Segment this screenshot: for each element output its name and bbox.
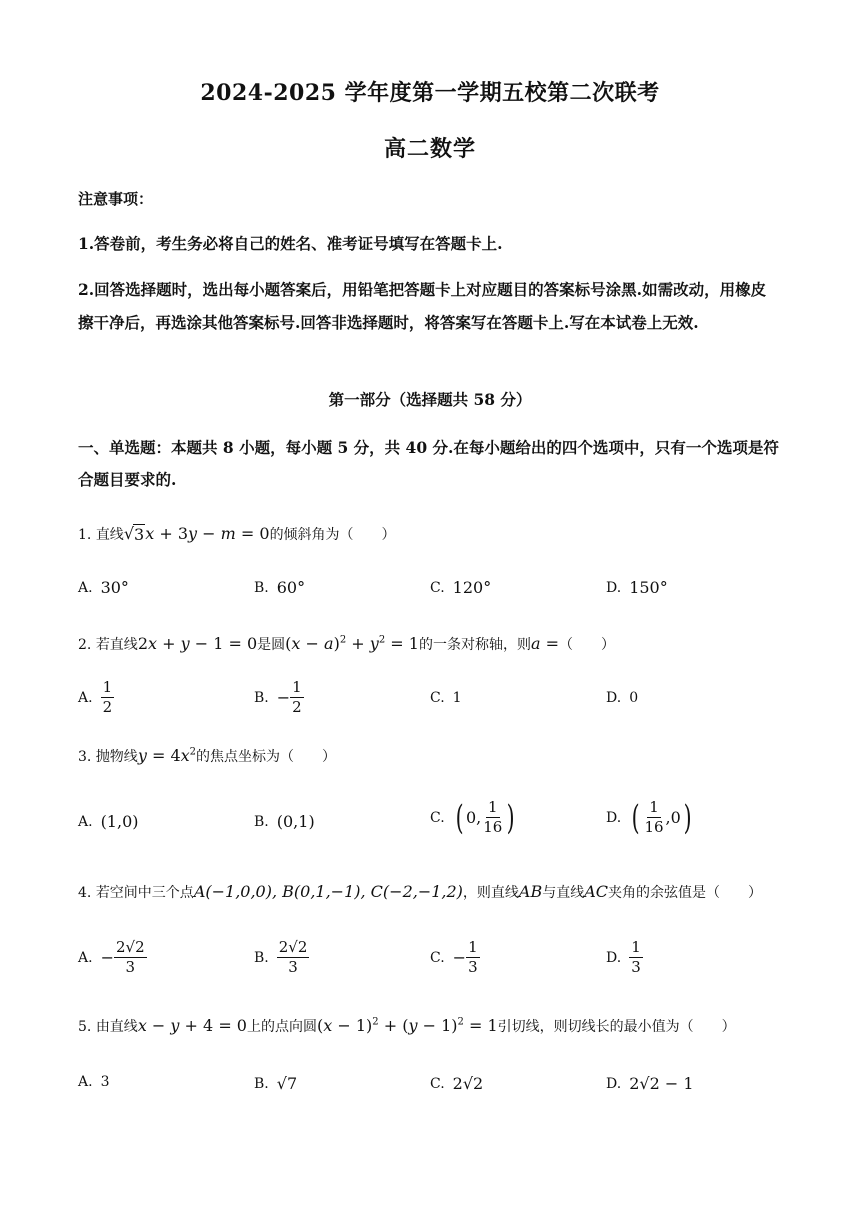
question-3: 3. 抛物线$y = 4x^2$的焦点坐标为（ ） [78, 746, 337, 765]
option-a[interactable]: A. (1,0) [78, 812, 139, 831]
question-4: 4. 若空间中三个点A(−1,0,0), B(0,1,−1), C(−2,−1,2)，则直线AB与直线AC夹角的余弦值是（ ） [78, 882, 763, 901]
fraction: $\frac{1}{2}$ [102, 678, 113, 716]
exam-subject: 高二数学 [383, 136, 476, 162]
option-a[interactable]: A. 3 [78, 1074, 110, 1090]
option-c[interactable]: C. 2√2 [430, 1074, 484, 1093]
part-one-title: 第一部分（选择题共 58 分） [328, 390, 532, 409]
option-d[interactable]: D. 0 [606, 690, 639, 706]
fraction: $\frac{1}{2}$ [292, 678, 302, 716]
question-number: 4. [78, 885, 92, 901]
question-text: 直线 [95, 527, 124, 543]
exam-title: 2024-2025 学年度第一学期五校第二次联考 [200, 80, 660, 106]
notes-heading: 注意事项： [78, 190, 154, 208]
question-number: 2. [78, 637, 92, 653]
circle-equation: $(x - 1)^2 + (y - 1)^2 = 1$ [316, 1016, 498, 1035]
option-c[interactable]: C. 120° [430, 578, 492, 597]
question-number: 3. [78, 749, 92, 765]
option-b[interactable]: B. √7 [254, 1074, 298, 1093]
line-equation: 2x + y − 1 = 0 [137, 634, 258, 653]
option-c[interactable]: C. − $\frac{1}{3}$ [430, 938, 478, 976]
option-a[interactable]: A. $\frac{1}{2}$ [78, 678, 113, 716]
note-item-1: 1.答卷前，考生务必将自己的姓名、准考证号填写在答题卡上. [78, 234, 503, 253]
option-b[interactable]: B. − $\frac{1}{2}$ [254, 678, 302, 716]
line-equation: √ 3 x + 3y − m = 0 [123, 524, 270, 544]
fraction: $\frac{1}{16}$ [483, 798, 503, 836]
section-instructions: 一、单选题：本题共 8 小题，每小题 5 分，共 40 分.在每小题给出的四个选项中，只有一个选项是符合题目要求的. [78, 438, 779, 489]
fraction: $\frac{2√2}{3}$ [278, 938, 308, 976]
option-a[interactable]: A. 30° [78, 578, 129, 597]
fraction: $\frac{2√2}{3}$ [115, 938, 145, 976]
option-b[interactable]: B. $\frac{2√2}{3}$ [254, 938, 308, 976]
option-d[interactable]: D. 2√2 − 1 [606, 1074, 694, 1093]
option-a[interactable]: A. − $\frac{2√2}{3}$ [78, 938, 145, 976]
option-d[interactable]: D. 150° [606, 578, 668, 597]
circle-equation: $(x - a)^2 + y^2 = 1$ [285, 634, 419, 653]
option-b[interactable]: B. 60° [254, 578, 306, 597]
option-d[interactable]: D. $\frac{1}{3}$ [606, 938, 641, 976]
question-2: 2. 若直线2x + y − 1 = 0是圆$(x - a)^2 + y^2 = 1$的一条对称轴，则a =（ ） [78, 634, 616, 653]
fraction: $\frac{1}{3}$ [631, 938, 641, 976]
note-item-2: 2.回答选择题时，选出每小题答案后，用铅笔把答题卡上对应题目的答案标号涂黑.如需改动，用橡皮擦干净后，再选涂其他答案标号.回答非选择题时，将答案写在答题卡上.写在本试卷上无效. [78, 280, 767, 332]
option-b[interactable]: B. (0,1) [254, 812, 315, 831]
option-c[interactable]: C. ( 0, $\frac{1}{16}$ ) [430, 797, 515, 838]
variable-a: a = [530, 634, 560, 653]
option-c[interactable]: C. 1 [430, 690, 462, 706]
points-list: A(−1,0,0), B(0,1,−1), C(−2,−1,2) [193, 882, 463, 901]
fraction: $\frac{1}{3}$ [468, 938, 478, 976]
question-text: 的倾斜角为（ ） [269, 527, 396, 543]
question-1 [78, 524, 396, 544]
question-5: 5. 由直线x − y + 4 = 0上的点向圆$(x - 1)^2 + (y - 1)^2 = 1$引切线，则切线长的最小值为（ ） [78, 1016, 736, 1035]
line-equation: x − y + 4 = 0 [137, 1016, 247, 1035]
question-number: 5. [78, 1019, 92, 1035]
fraction: $\frac{1}{16}$ [644, 798, 664, 836]
option-d[interactable]: D. ( $\frac{1}{16}$ ,0 ) [606, 797, 692, 838]
question-number: 1. [78, 527, 92, 543]
parabola-equation: $y = 4x^2$ [137, 746, 197, 765]
